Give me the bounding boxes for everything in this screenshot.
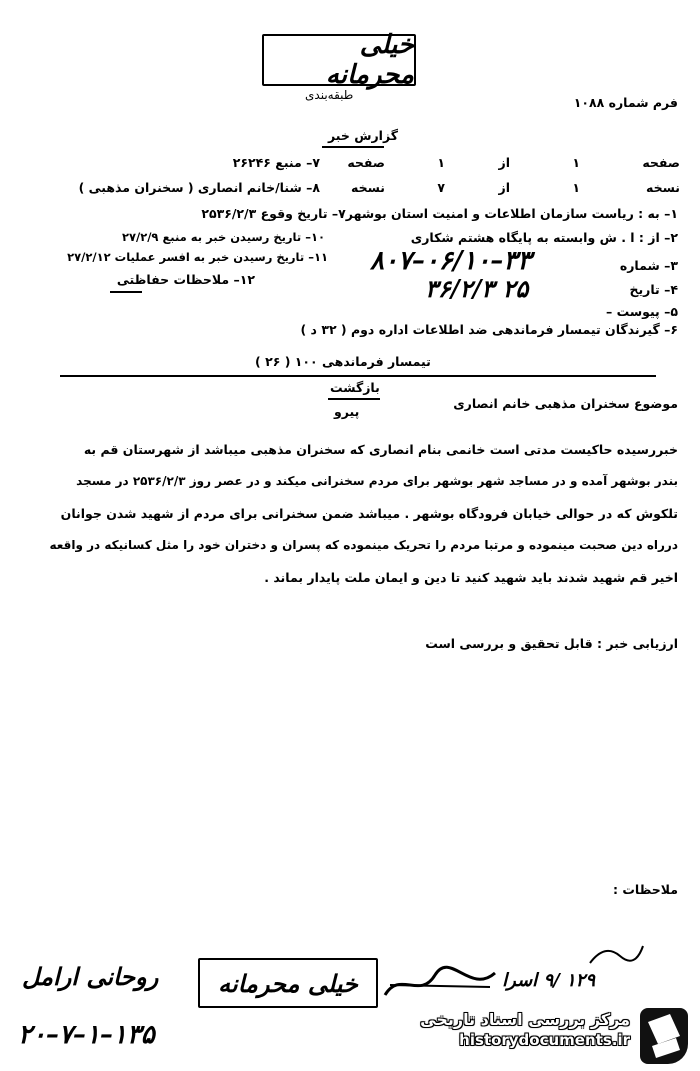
body-line-2: بندر بوشهر آمده و در مساجد شهر بوشهر برای مردم سخنرانی میکند و در عصر روز ۲۵۳۶/۲/۳ در مسجد bbox=[76, 474, 678, 488]
meta-copy-a: ۱ bbox=[572, 180, 580, 195]
classification-label: طبقه‌بندی bbox=[305, 88, 354, 102]
field-number-handwritten: ۸۰۷–۰۶/۱۰–۳۳ bbox=[370, 246, 532, 276]
meta-copy-label: نسخه bbox=[645, 180, 680, 195]
subject-label: موضوع سخنران مذهبی خانم انصاری bbox=[453, 396, 678, 411]
return-label: بازگشت bbox=[330, 380, 380, 395]
top-classification-stamp bbox=[262, 30, 416, 90]
body-line-4: درراه دین صحبت مینموده و مرتبا مردم را تحریک مینموده که پسران و دختران خود را مثل کسانیکه در واقعه bbox=[49, 538, 678, 552]
field-date-label: ۴– تاریخ bbox=[629, 282, 678, 297]
watermark-fa: مرکز بررسی اسناد تاریخی bbox=[420, 1010, 630, 1029]
body-line-5: اخیر قم شهید شدند باید شهید کنید تا دین و ایمان ملت پایدار بماند . bbox=[264, 570, 678, 585]
bottom-stamp-text: خیلی محرمانه bbox=[218, 968, 358, 998]
field-from: ۲– از : ا . ش وابسته به پایگاه هشتم شکاری bbox=[410, 230, 678, 245]
stamp-overwrite-scribble-icon bbox=[380, 965, 500, 1005]
body-line-3: تلکوش که در حوالی خیابان فرودگاه بوشهر . میباشد ضمن سخنرانی برای مردم از شهید شدن جوانان bbox=[60, 506, 678, 521]
bottom-classification-stamp bbox=[198, 958, 378, 1008]
field-recipients-2: تیمسار فرماندهی ۱۰۰ ( ۲۶ ) bbox=[255, 354, 431, 369]
security-remarks-dash bbox=[110, 291, 142, 293]
field-number-label: ۳– شماره bbox=[619, 258, 678, 273]
field-date-handwritten: ۳۶/۲/۳ ۲۵ bbox=[425, 274, 529, 303]
field-recipients: ۶– گیرندگان تیمسار فرماندهی ضد اطلاعات اداره دوم ( ۳۲ د ) bbox=[300, 322, 678, 337]
bottom-hand-note-left: روحانی ارامل bbox=[22, 962, 159, 991]
bottom-hand-number: ۲۰–۷–۱–۱۳۵ bbox=[18, 1020, 155, 1050]
field-security-remarks: ۱۲– ملاحظات حفاظتی bbox=[116, 272, 255, 287]
meta-page-label: صفحه bbox=[642, 155, 680, 170]
watermark-en: historydocuments.ir bbox=[459, 1031, 630, 1049]
report-title: گزارش خبر bbox=[328, 128, 399, 143]
report-title-underline bbox=[322, 146, 384, 148]
field-received-source: ۱۰– تاریخ رسیدن خبر به منبع ۲۷/۲/۹ bbox=[121, 230, 325, 244]
return-value: پیرو bbox=[334, 404, 360, 419]
field-to: ۱– به : ریاست سازمان اطلاعات و امنیت استان بوشهر۷– تاریخ وقوع ۲۵۳۶/۲/۳ bbox=[201, 206, 678, 221]
bottom-hand-note-right: ۱۲۹ /۹ اسرا bbox=[502, 970, 595, 991]
meta-source: ۷– منبع ۲۶۲۴۶ bbox=[232, 155, 320, 170]
watermark bbox=[420, 1010, 630, 1049]
form-number: فرم شماره ۱۰۸۸ bbox=[573, 95, 678, 110]
archive-logo-icon bbox=[640, 1008, 688, 1064]
top-stamp-text: خیلی محرمانه bbox=[325, 30, 414, 90]
meta-page-b: ۱ bbox=[437, 155, 445, 170]
return-underline bbox=[328, 398, 380, 400]
signature-scribble-icon bbox=[585, 938, 645, 968]
meta-copy-b: ۷ bbox=[437, 180, 445, 195]
header-divider bbox=[60, 375, 656, 377]
meta-page-of: از bbox=[498, 155, 510, 170]
meta-subject-person: ۸– شنا/خانم انصاری ( سخنران مذهبی ) bbox=[78, 180, 320, 195]
assessment: ارزیابی خبر : قابل تحقیق و بررسی است bbox=[425, 636, 678, 651]
field-received-officer: ۱۱– تاریخ رسیدن خبر به افسر عملیات ۲۷/۲/۱۲ bbox=[67, 250, 328, 264]
meta-page-label-2: صفحه bbox=[347, 155, 385, 170]
field-attachment: ۵– پیوست – bbox=[605, 304, 678, 319]
meta-page-a: ۱ bbox=[572, 155, 580, 170]
meta-copy-of: از bbox=[498, 180, 510, 195]
remarks-label: ملاحظات : bbox=[612, 882, 678, 897]
meta-copy-label-2: نسخه bbox=[350, 180, 385, 195]
body-line-1: خبررسیده حاکیست مدتی است خانمی بنام انصاری که سخنران مذهبی میباشد از شهرستان قم به bbox=[83, 442, 678, 457]
